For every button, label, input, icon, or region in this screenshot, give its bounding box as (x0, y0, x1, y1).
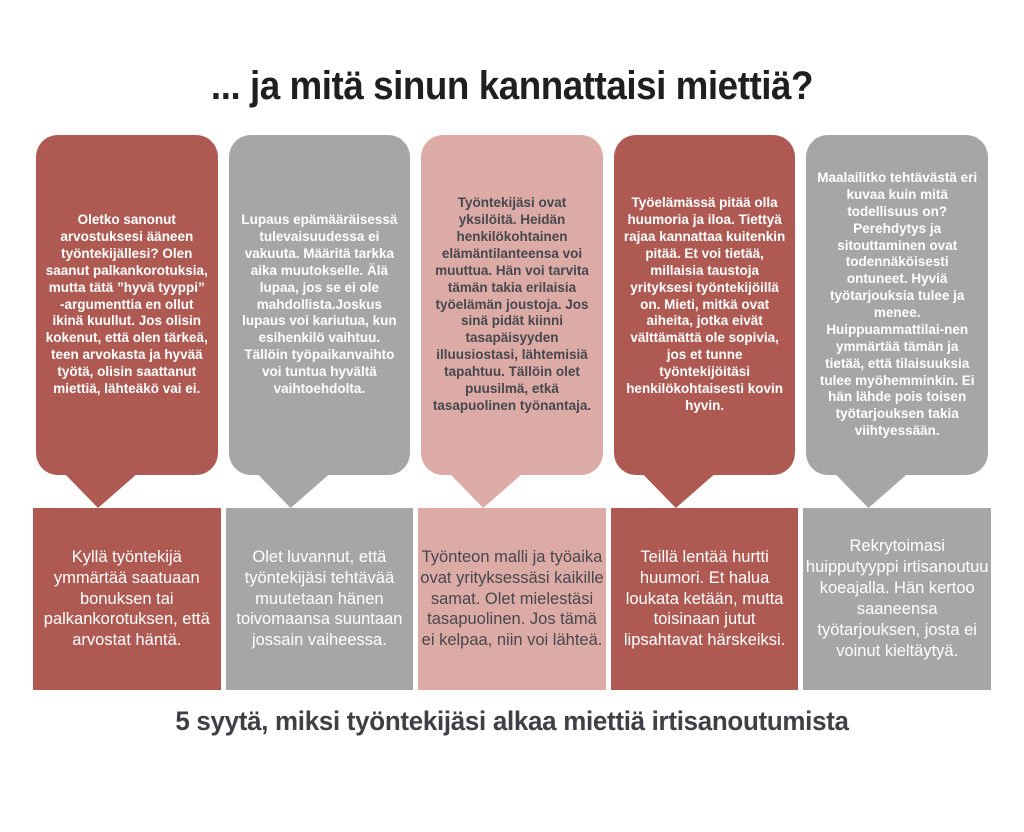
page-title: ... ja mitä sinun kannattaisi miettiä? (210, 64, 814, 108)
speech-bubble: Maalailitko tehtävästä eri kuvaa kuin mitä todellisuus on? Perehdytys ja sitouttaminen ovat todennäköisesti ontuneet. Hyviä työtarjouksia tulee ja menee. Huippuammattilai-nen ymmärtää tämän ja tietää, että tilaisuuksia tulee myöhemminkin. Ei hän lähde pois toisen työtarjouksen takia viihtyessään. (806, 135, 988, 475)
speech-tail-icon (257, 474, 329, 508)
note-box: Olet luvannut, että työntekijäsi tehtävää muutetaan hänen toivomaansa suuntaan jossain vaiheessa. (226, 508, 414, 690)
speech-bubble: Oletko sanonut arvostuksesi ääneen työntekijällesi? Olen saanut palkankorotuksia, mutta tätä ”hyvä tyyppi” -argumenttia en ollut ikinä kuullut. Jos olisin kokenut, että olen tärkeä, teen arvokasta ja hyvää työtä, olisin saattanut miettiä, lähteäkö vai ei. (36, 135, 218, 475)
note-box: Kyllä työntekijä ymmärtää saatuaan bonuksen tai palkankorotuksen, että arvostat häntä. (33, 508, 221, 690)
speech-tail-icon (65, 474, 137, 508)
note-box: Teillä lentää hurtti huumori. Et halua loukata ketään, mutta toisinaan jutut lipsahtavat härskeiksi. (611, 508, 799, 690)
speech-bubble: Työntekijäsi ovat yksilöitä. Heidän henkilökohtainen elämäntilanteensa voi muuttua. Hän voi tarvita tämän takia erilaisia työelämän joustoja. Jos sinä pidät kiinni tasapäisyyden illuusiostasi, lähtemisiä tapahtuu. Tällöin olet puusilmä, etkä tasapuolinen työnantaja. (421, 135, 603, 475)
footer-title: 5 syytä, miksi työntekijäsi alkaa miettiä irtisanoutumista (175, 706, 849, 736)
column-5 (803, 135, 991, 690)
column-1 (33, 135, 221, 690)
note-box: Rekrytoimasi huipputyyppi irtisanoutuu koeajalla. Hän kertoo saaneensa työtarjouksen, josta ei voinut kieltäytyä. (803, 508, 991, 690)
column-4 (611, 135, 799, 690)
speech-tail-icon (835, 474, 907, 508)
speech-tail-icon (450, 474, 522, 508)
bubble-columns (33, 135, 991, 690)
speech-bubble: Työelämässä pitää olla huumoria ja iloa. Tiettyä rajaa kannattaa kuitenkin pitää. Et voi tietää, millaisia taustoja yrityksesi työntekijöillä on. Mieti, mitkä ovat aiheita, jotka eivät välttämättä ole sopivia, jos et tunne työntekijöitäsi henkilökohtaisesti kovin hyvin. (614, 135, 796, 475)
column-3 (418, 135, 606, 690)
speech-bubble: Lupaus epämääräisessä tulevaisuudessa ei vakuuta. Määritä tarkka aika muutokselle. Älä lupaa, jos se ei ole mahdollista.Joskus lupaus voi kariutua, kun esihenkilö vaihtuu. Tällöin työpaikanvaihto voi tuntua hyvältä vaihtoehdolta. (229, 135, 411, 475)
speech-tail-icon (643, 474, 715, 508)
column-2 (226, 135, 414, 690)
note-box: Työnteon malli ja työaika ovat yrityksessäsi kaikille samat. Olet mielestäsi tasapuolinen. Jos tämä ei kelpaa, niin voi lähteä. (418, 508, 606, 690)
